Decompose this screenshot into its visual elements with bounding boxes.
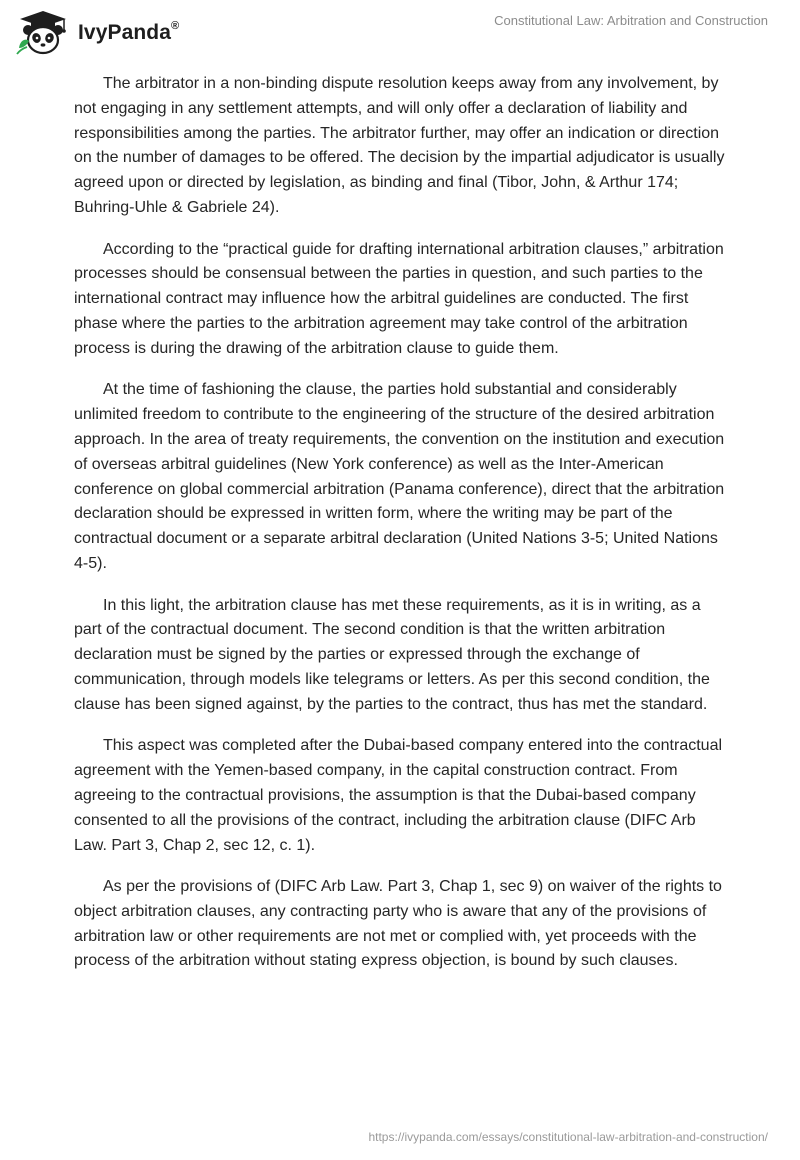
essay-body (74, 72, 726, 991)
paragraph: In this light, the arbitration clause has met these requirements, as it is in writing, as a part of the contractual document. The second condition is that the written arbitration declaration must be signed by the parties or expressed through the exchange of communication, through models like telegrams or letters. As per this second condition, the clause has been signed against, by the parties to the contract, thus has met the standard. (74, 596, 710, 713)
source-url-link[interactable]: https://ivypanda.com/essays/constitutional-law-arbitration-and-construction/ (368, 1130, 768, 1144)
paragraph: The arbitrator in a non-binding dispute resolution keeps away from any involvement, by not engaging in any settlement attempts, and will only offer a declaration of liability and responsibilities among the parties. The arbitrator further, may offer an indication or direction on the number of damages to be offered. The decision by the impartial adjudicator is usually agreed upon or directed by legislation, as binding and final (Tibor, John, & Arthur 174; Buhring-Uhle & Gabriele 24). (74, 75, 725, 216)
paragraph: At the time of fashioning the clause, the parties hold substantial and considerably unlimited freedom to contribute to the engineering of the structure of the desired arbitration approach. In the area of treaty requirements, the convention on the institution and execution of overseas arbitral guidelines (New York conference) as well as the Inter-American conference on global commercial arbitration (Panama conference), direct that the arbitration declaration should be expressed in written form, where the writing may be part of the contractual document or a separate arbitral declaration (United Nations 3-5; United Nations 4-5). (74, 381, 725, 572)
paragraph: This aspect was completed after the Dubai-based company entered into the contractual agreement with the Yemen-based company, in the capital construction contract. From agreeing to the contractual provisions, the assumption is that the Dubai-based company consented to all the provisions of the contract, including the arbitration clause (DIFC Arb Law. Part 3, Chap 2, sec 12, c. 1). (74, 737, 723, 854)
paragraph: According to the “practical guide for drafting international arbitration clauses,” arbitration processes should be consensual between the parties in question, and such parties to the international contract may influence how the arbitral guidelines are conducted. The first phase where the parties to the arbitration agreement may take control of the arbitration process is during the drawing of the arbitration clause to guide them. (74, 240, 724, 357)
panda-graduate-icon (14, 10, 72, 56)
registered-mark: ® (171, 20, 180, 32)
logo-wordmark (78, 21, 179, 45)
logo-text: IvyPanda (78, 21, 172, 44)
document-title: Constitutional Law: Arbitration and Construction (494, 13, 768, 28)
ivypanda-logo[interactable] (14, 10, 179, 56)
page-header (0, 0, 800, 70)
paragraph: As per the provisions of (DIFC Arb Law. Part 3, Chap 1, sec 9) on waiver of the rights to object arbitration clauses, any contracting party who is aware that any of the provisions of arbitration law or other requirements are not met or complied with, yet proceeds with the process of the arbitration without stating express objection, is bound by such clauses. (74, 878, 722, 970)
